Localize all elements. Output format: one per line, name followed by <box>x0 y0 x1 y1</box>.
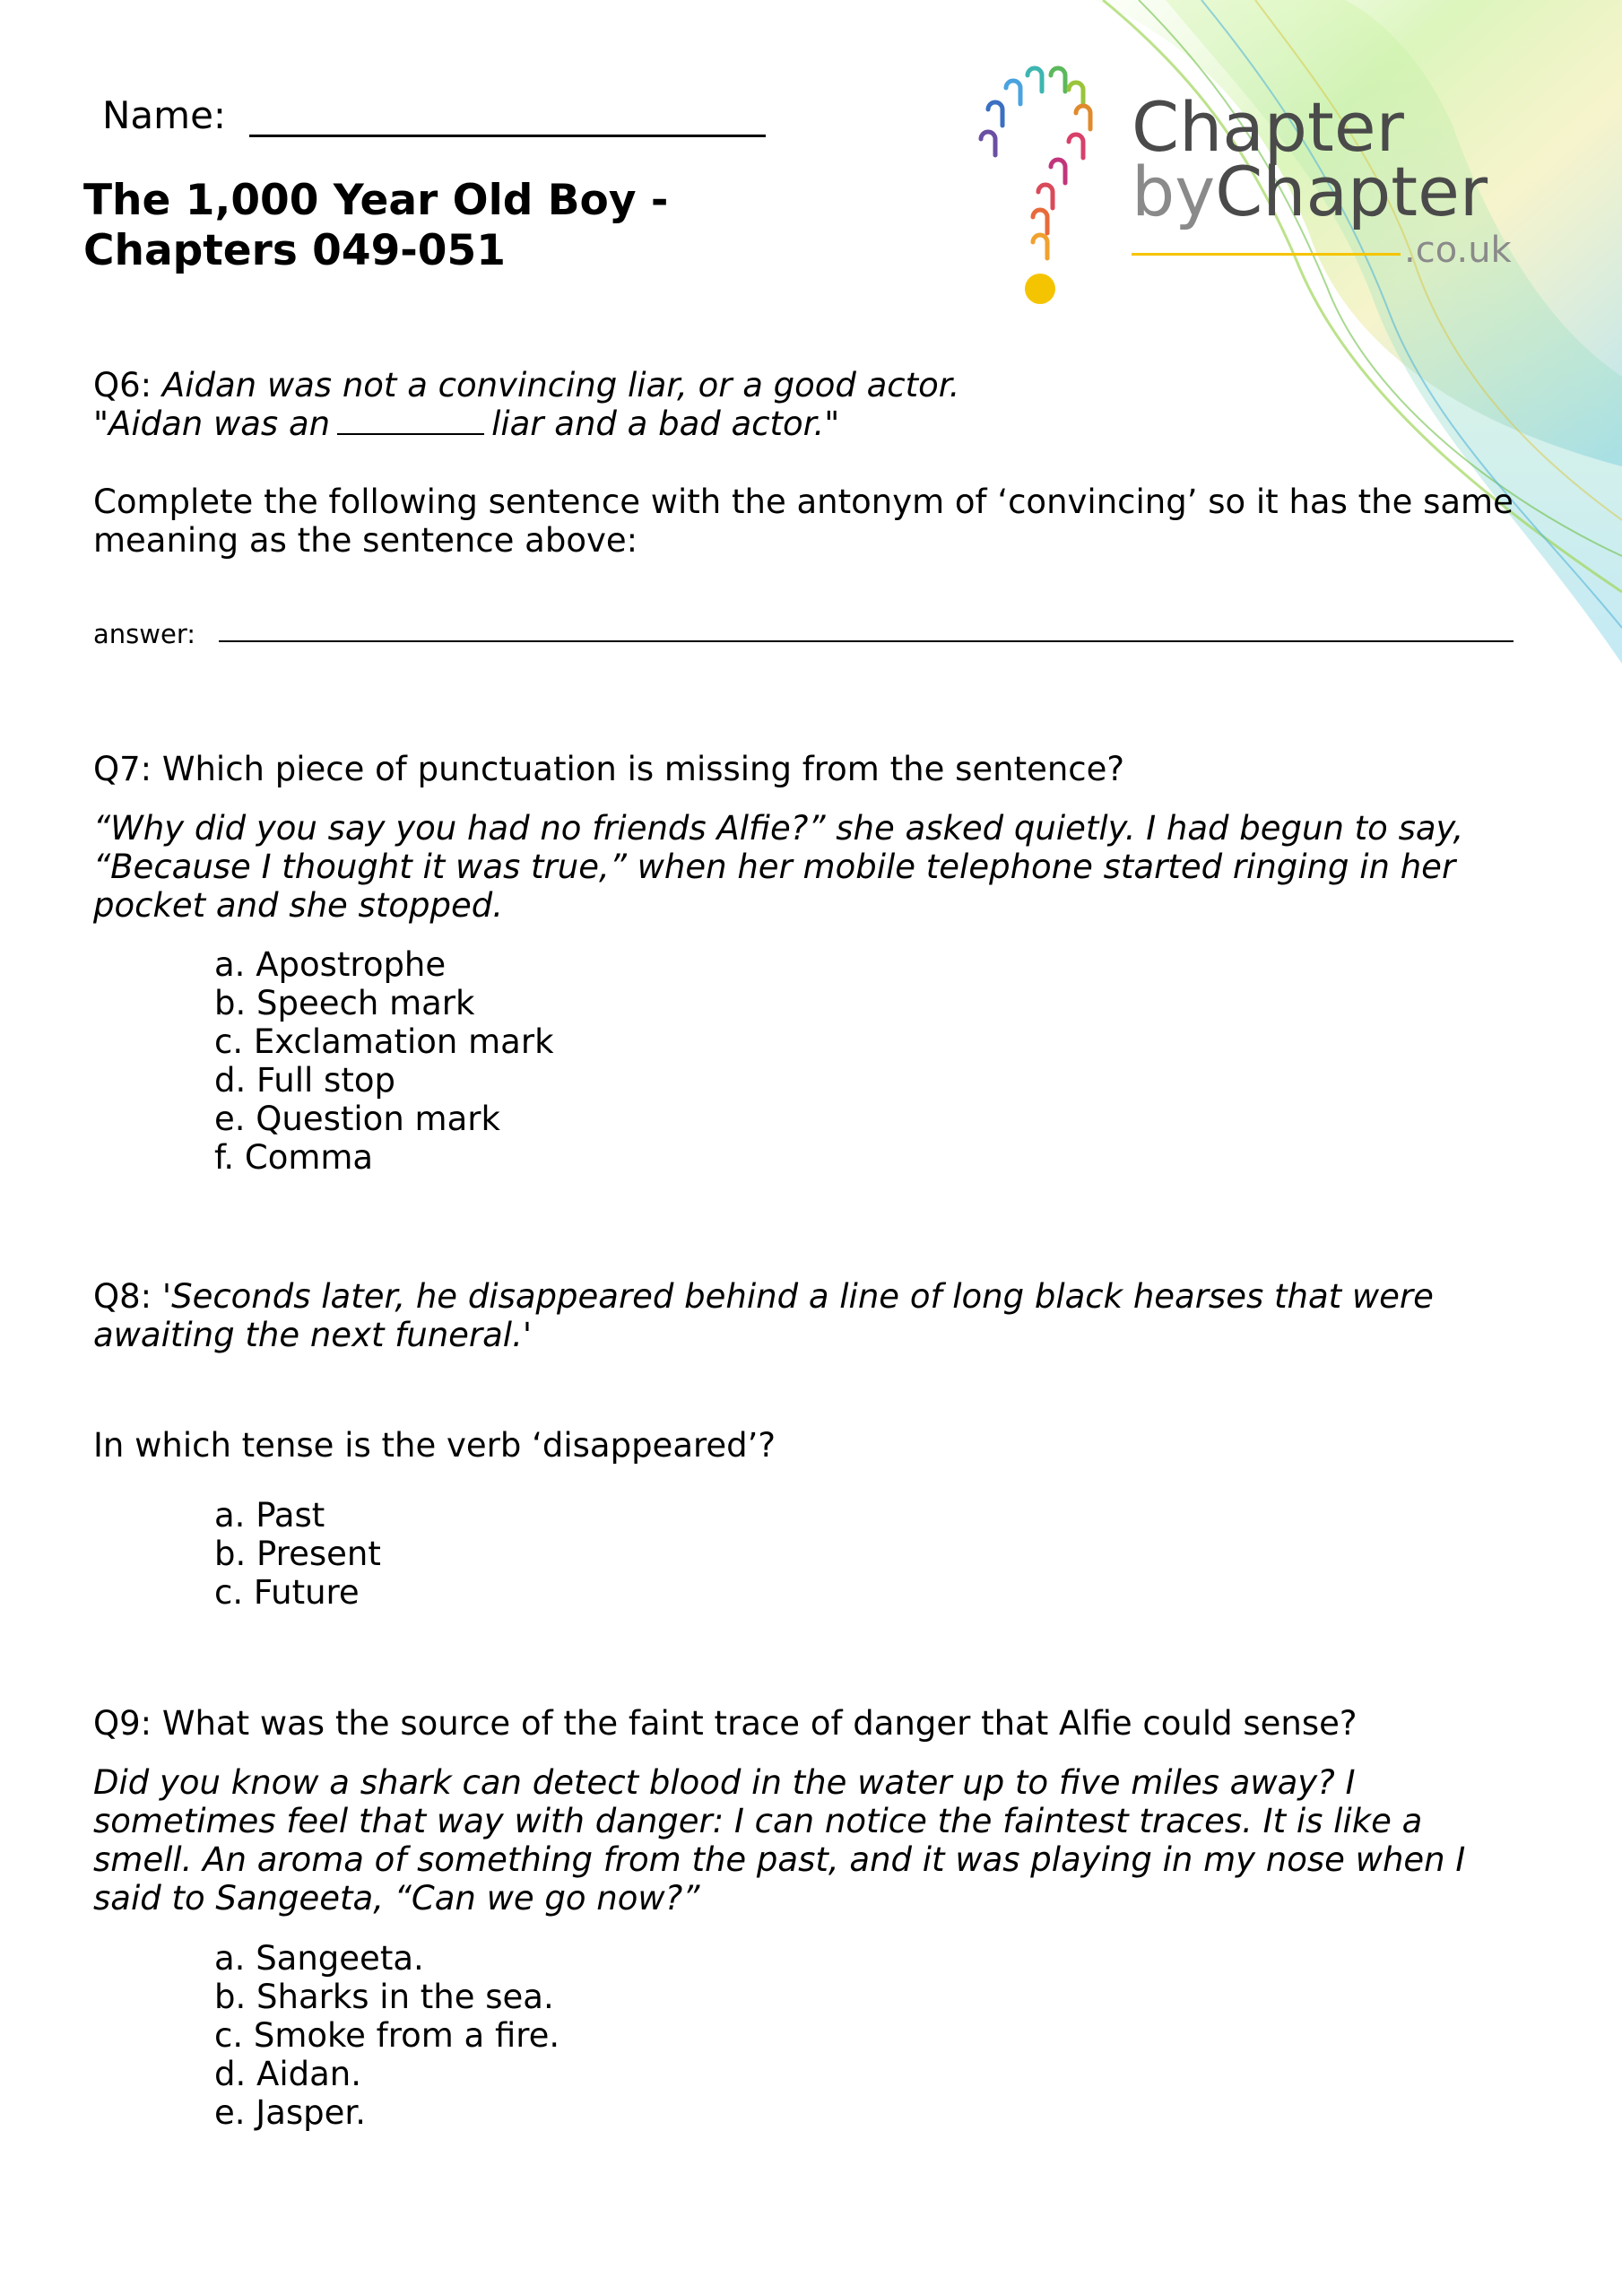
name-field <box>102 90 766 137</box>
brand-line-2 <box>1132 152 1488 231</box>
q7-option-e[interactable]: e. Question mark <box>214 1100 500 1138</box>
q7-options <box>214 945 554 1177</box>
brand-domain: .co.uk <box>1404 230 1512 271</box>
q9-options <box>214 1939 559 2132</box>
q8-option-b[interactable]: b. Present <box>214 1535 381 1573</box>
brand-chapter: Chapter <box>1215 152 1488 231</box>
q6-label: Q6: <box>93 366 152 404</box>
name-label: Name: <box>102 93 227 137</box>
q9-question: Q9: What was the source of the faint trace of danger that Alfie could sense? <box>93 1704 1357 1743</box>
q8-option-c[interactable]: c. Future <box>214 1573 360 1612</box>
q9-option-d[interactable]: d. Aidan. <box>214 2055 361 2093</box>
q6-quote-part-a: "Aidan was an <box>93 404 331 443</box>
question-mark-logo-icon <box>968 54 1103 310</box>
q7-question: Q7: Which piece of punctuation is missing from the sentence? <box>93 750 1125 788</box>
name-line[interactable] <box>249 90 766 137</box>
q9-option-b[interactable]: b. Sharks in the sea. <box>214 1978 554 2016</box>
q8-passage: 'Seconds later, he disappeared behind a line of long black hearses that were awaiting the next funeral.' <box>93 1277 1434 1354</box>
q7-option-b[interactable]: b. Speech mark <box>214 984 475 1022</box>
q9-option-a[interactable]: a. Sangeeta. <box>214 1939 424 1978</box>
q8-options <box>214 1496 381 1612</box>
title-line-2: Chapters 049-051 <box>83 226 506 275</box>
brand-line-1: Chapter <box>1132 87 1404 167</box>
brand-by: by <box>1132 152 1216 231</box>
q6-instruction: Complete the following sentence with the antonym of ‘convincing’ so it has the same meaning as the sentence above: <box>93 483 1514 560</box>
q7-option-d[interactable]: d. Full stop <box>214 1061 395 1100</box>
q6-answer-label: answer: <box>93 619 196 649</box>
title-line-1: The 1,000 Year Old Boy - <box>83 176 669 225</box>
q8-passage-block <box>93 1277 1492 1354</box>
q6-quote <box>93 366 1546 443</box>
q8-label: Q8: <box>93 1277 152 1316</box>
q9-option-c[interactable]: c. Smoke from a fire. <box>214 2016 560 2055</box>
q6-blank <box>337 406 484 435</box>
q9-passage: Did you know a shark can detect blood in the water up to five miles away? I sometimes feel that way with danger: I can notice the faintest traces. It is like a smell. An aroma of something from the past, and it was playing in my nose when I said to Sangeeta, “Can we go now?” <box>93 1763 1466 1918</box>
q9-option-e[interactable]: e. Jasper. <box>214 2093 366 2132</box>
q6-quote-part-b: liar and a bad actor." <box>491 404 840 443</box>
q7-passage: “Why did you say you had no friends Alfie?” she asked quietly. I had begun to say, “Because I thought it was true,” when her mobile telephone started ringing in her pocket and she stopped. <box>93 809 1464 925</box>
q7-option-f[interactable]: f. Comma <box>214 1138 374 1177</box>
q7-option-a[interactable]: a. Apostrophe <box>214 945 447 984</box>
q6-answer-line[interactable] <box>219 640 1514 642</box>
q7-option-c[interactable]: c. Exclamation mark <box>214 1022 554 1061</box>
worksheet-title <box>83 176 668 276</box>
brand-logo <box>1132 87 1488 231</box>
q6-quote-line-2 <box>93 404 1546 443</box>
q6-quote-line-1: Aidan was not a convincing liar, or a good actor. <box>161 366 960 404</box>
q8-option-a[interactable]: a. Past <box>214 1496 325 1535</box>
q8-question: In which tense is the verb ‘disappeared’? <box>93 1426 776 1465</box>
brand-underline <box>1132 253 1401 256</box>
